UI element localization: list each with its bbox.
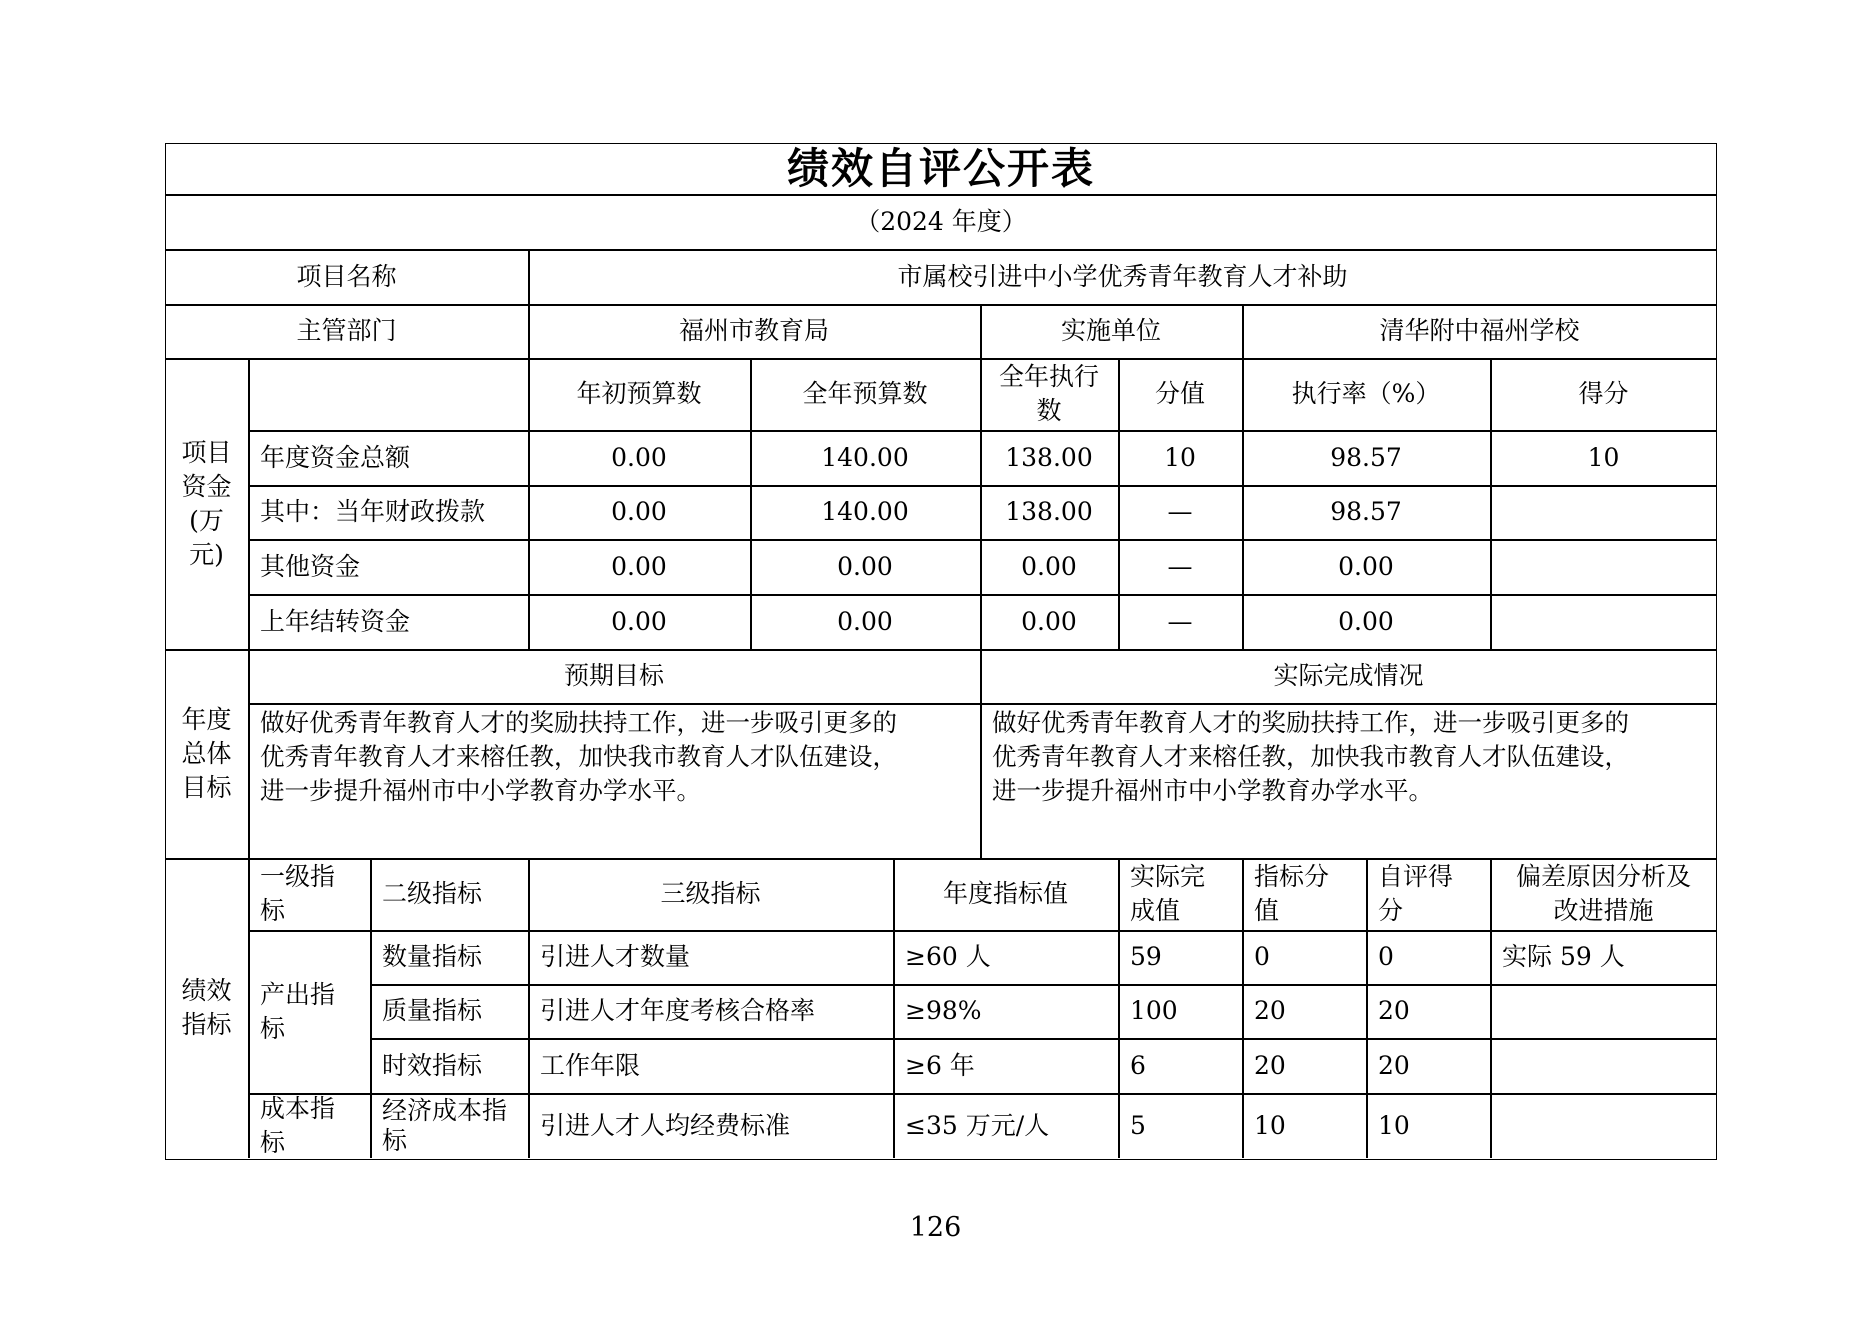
funds-header: 年初预算数 — [576, 379, 702, 408]
funds-cell: 0.00 — [837, 551, 893, 581]
indicators-side-label: 绩效 指标 — [181, 976, 232, 1039]
indicator-score: 10 — [1378, 1110, 1410, 1140]
table-title: 绩效自评公开表 — [786, 143, 1095, 193]
funds-cell: — — [1167, 606, 1193, 636]
indicator-level3: 工作年限 — [540, 1050, 641, 1080]
project-name-label: 项目名称 — [296, 261, 397, 291]
funds-cell — [1490, 594, 1717, 649]
indicator-note — [1490, 984, 1717, 1038]
indicator-header: 三级指标 — [660, 879, 761, 908]
indicator-weight: 0 — [1254, 942, 1270, 971]
indicator-target: ≥98% — [905, 996, 982, 1025]
year-label: （2024 年度） — [855, 206, 1027, 236]
indicator-level2: 经济成本指 标 — [382, 1095, 508, 1155]
funds-row-label: 上年结转资金 — [260, 606, 411, 636]
funds-header: 得分 — [1578, 379, 1629, 408]
funds-header: 全年预算数 — [802, 379, 928, 408]
indicator-score: 0 — [1378, 942, 1394, 971]
indicator-note — [1490, 1093, 1717, 1158]
funds-cell: 10 — [1164, 442, 1196, 472]
indicator-note — [1490, 1038, 1717, 1093]
actual-result-text: 做好优秀青年教育人才的奖励扶持工作，进一步吸引更多的 优秀青年教育人才来榕任教，加快我市教育人才队伍建设， 进一步提升福州市中小学教育办学水平。 — [992, 708, 1629, 805]
indicator-target: ≥6 年 — [905, 1050, 975, 1080]
indicator-target: ≥60 人 — [905, 942, 991, 971]
funds-cell: 0.00 — [611, 497, 667, 526]
dept-value: 福州市教育局 — [678, 316, 829, 345]
indicator-actual: 6 — [1130, 1050, 1146, 1080]
indicator-note: 实际 59 人 — [1502, 942, 1625, 971]
funds-header: 全年执行 数 — [998, 362, 1099, 425]
funds-cell: — — [1167, 551, 1193, 581]
funds-cell: 0.00 — [1338, 551, 1394, 581]
expected-goal-label: 预期目标 — [563, 661, 664, 690]
goals-side-label: 年度 总体 目标 — [181, 704, 232, 802]
indicator-header: 二级指标 — [382, 879, 483, 908]
funds-cell: 140.00 — [821, 497, 909, 526]
indicator-actual: 5 — [1130, 1110, 1146, 1140]
funds-cell: 0.00 — [1021, 606, 1077, 636]
funds-cell: 138.00 — [1005, 497, 1093, 526]
indicator-level2: 质量指标 — [382, 996, 483, 1025]
page-number: 126 — [909, 1212, 962, 1243]
funds-cell: 0.00 — [1021, 551, 1077, 581]
indicator-weight: 20 — [1254, 996, 1286, 1025]
funds-cell: 0.00 — [611, 551, 667, 581]
unit-label: 实施单位 — [1060, 316, 1161, 345]
funds-row-label: 年度资金总额 — [260, 442, 411, 472]
funds-cell: — — [1167, 497, 1193, 526]
indicator-header: 实际完 成值 — [1130, 862, 1206, 925]
actual-result-label: 实际完成情况 — [1273, 661, 1424, 690]
indicator-header: 自评得 分 — [1378, 862, 1454, 925]
funds-cell: 98.57 — [1330, 497, 1402, 526]
indicator-level3: 引进人才人均经费标准 — [540, 1110, 791, 1140]
funds-cell — [1490, 485, 1717, 539]
indicator-actual: 100 — [1130, 996, 1178, 1025]
expected-goal-text: 做好优秀青年教育人才的奖励扶持工作，进一步吸引更多的 优秀青年教育人才来榕任教，加快我市教育人才队伍建设， 进一步提升福州市中小学教育办学水平。 — [260, 708, 897, 805]
indicator-weight: 10 — [1254, 1110, 1286, 1140]
project-name: 市属校引进中小学优秀青年教育人才补助 — [897, 261, 1348, 291]
dept-label: 主管部门 — [296, 316, 397, 345]
funds-cell: 0.00 — [1338, 606, 1394, 636]
funds-cell: 138.00 — [1005, 442, 1093, 472]
unit-value: 清华附中福州学校 — [1379, 316, 1580, 345]
funds-cell: 0.00 — [611, 442, 667, 472]
indicator-header: 年度指标值 — [942, 879, 1068, 908]
funds-row-label: 其中：当年财政拨款 — [260, 497, 486, 526]
funds-cell: 0.00 — [611, 606, 667, 636]
funds-cell: 98.57 — [1330, 442, 1402, 472]
indicator-level1: 产出指 标 — [260, 979, 336, 1043]
indicator-score: 20 — [1378, 1050, 1410, 1080]
indicator-level1: 成本指 标 — [260, 1093, 336, 1157]
indicator-target: ≤35 万元/人 — [905, 1110, 1050, 1140]
indicator-level3: 引进人才数量 — [540, 942, 691, 971]
indicator-weight: 20 — [1254, 1050, 1286, 1080]
indicator-score: 20 — [1378, 996, 1410, 1025]
funds-cell — [1490, 539, 1717, 594]
indicator-header: 偏差原因分析及 改进措施 — [1515, 862, 1691, 925]
funds-cell: 10 — [1587, 442, 1620, 472]
indicator-level2: 时效指标 — [382, 1050, 483, 1080]
indicator-level2: 数量指标 — [382, 942, 483, 971]
funds-cell: 0.00 — [837, 606, 893, 636]
indicator-actual: 59 — [1130, 942, 1162, 971]
rule — [248, 703, 1717, 705]
funds-header: 分值 — [1154, 379, 1205, 408]
funds-cell: 140.00 — [821, 442, 909, 472]
indicator-level3: 引进人才年度考核合格率 — [540, 996, 816, 1025]
funds-side-label: 项目 资金 (万 元) — [181, 437, 232, 569]
funds-header: 执行率（%） — [1291, 379, 1441, 408]
funds-row-label: 其他资金 — [260, 551, 361, 581]
indicator-header: 指标分 值 — [1254, 862, 1330, 925]
indicator-header: 一级指 标 — [260, 862, 336, 925]
